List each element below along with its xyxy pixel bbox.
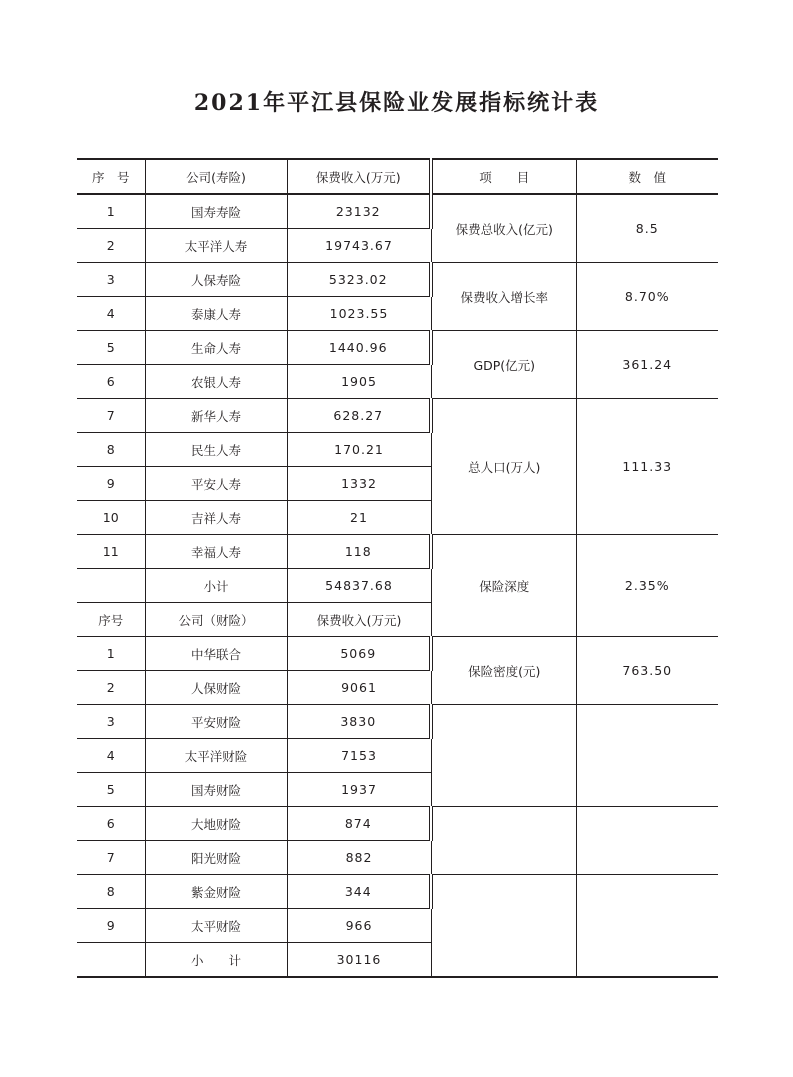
row-no: 2 [77, 671, 145, 705]
table-row [77, 705, 718, 739]
row-income: 19743.67 [287, 229, 431, 263]
header-no: 序 号 [77, 159, 145, 194]
row-company: 人保财险 [145, 671, 287, 705]
row-income: 874 [287, 807, 431, 841]
row-company: 生命人寿 [145, 331, 287, 365]
table-row [77, 263, 718, 297]
row-income: 9061 [287, 671, 431, 705]
row-company: 平安人寿 [145, 467, 287, 501]
row-no: 8 [77, 433, 145, 467]
table-row [77, 875, 718, 909]
empty-cell [431, 807, 576, 875]
indicator-item: GDP(亿元) [431, 331, 576, 399]
header-company-life: 公司(寿险) [145, 159, 287, 194]
indicator-item: 保费总收入(亿元) [431, 194, 576, 263]
row-no: 1 [77, 637, 145, 671]
row-company: 紫金财险 [145, 875, 287, 909]
row-income: 628.27 [287, 399, 431, 433]
row-income: 5069 [287, 637, 431, 671]
row-no: 3 [77, 705, 145, 739]
header-company-property: 公司（财险） [145, 603, 287, 637]
empty-cell [576, 875, 718, 978]
statistics-table [77, 158, 718, 978]
indicator-item: 保费收入增长率 [431, 263, 576, 331]
row-income: 170.21 [287, 433, 431, 467]
row-company: 人保寿险 [145, 263, 287, 297]
row-income: 344 [287, 875, 431, 909]
row-no: 5 [77, 773, 145, 807]
row-income: 1332 [287, 467, 431, 501]
indicator-value: 8.70% [576, 263, 718, 331]
row-company: 中华联合 [145, 637, 287, 671]
row-income: 1023.55 [287, 297, 431, 331]
empty-cell [576, 807, 718, 875]
row-no-empty [77, 569, 145, 603]
row-no: 9 [77, 467, 145, 501]
row-no-empty [77, 943, 145, 978]
table-row [77, 807, 718, 841]
row-no: 6 [77, 807, 145, 841]
row-no: 6 [77, 365, 145, 399]
page-title: 2021年平江县保险业发展指标统计表 [193, 90, 600, 116]
row-no: 9 [77, 909, 145, 943]
indicator-value: 8.5 [576, 194, 718, 263]
row-company: 泰康人寿 [145, 297, 287, 331]
table-row [77, 399, 718, 433]
header-income: 保费收入(万元) [287, 159, 431, 194]
row-income: 966 [287, 909, 431, 943]
indicator-item: 总人口(万人) [431, 399, 576, 535]
empty-cell [576, 705, 718, 807]
row-income: 1905 [287, 365, 431, 399]
row-no: 4 [77, 739, 145, 773]
row-income: 1937 [287, 773, 431, 807]
table-row [77, 535, 718, 569]
row-company: 吉祥人寿 [145, 501, 287, 535]
header-value: 数 值 [576, 159, 718, 194]
empty-cell [431, 705, 576, 807]
row-company: 民生人寿 [145, 433, 287, 467]
row-company: 太平洋人寿 [145, 229, 287, 263]
row-no: 4 [77, 297, 145, 331]
row-no: 1 [77, 194, 145, 229]
row-income: 3830 [287, 705, 431, 739]
row-income: 23132 [287, 194, 431, 229]
row-company: 幸福人寿 [145, 535, 287, 569]
row-income: 5323.02 [287, 263, 431, 297]
header-income: 保费收入(万元) [287, 603, 431, 637]
table-row [77, 637, 718, 671]
row-company: 平安财险 [145, 705, 287, 739]
row-income: 1440.96 [287, 331, 431, 365]
row-no: 11 [77, 535, 145, 569]
row-no: 7 [77, 841, 145, 875]
indicator-item: 保险深度 [431, 535, 576, 637]
subtotal-label: 小计 [145, 569, 287, 603]
row-income: 882 [287, 841, 431, 875]
subtotal-label: 小 计 [145, 943, 287, 978]
row-no: 7 [77, 399, 145, 433]
row-income: 21 [287, 501, 431, 535]
row-company: 大地财险 [145, 807, 287, 841]
table-row [77, 194, 718, 229]
row-company: 阳光财险 [145, 841, 287, 875]
row-income: 7153 [287, 739, 431, 773]
row-no: 10 [77, 501, 145, 535]
indicator-value: 111.33 [576, 399, 718, 535]
row-company: 国寿财险 [145, 773, 287, 807]
subtotal-income: 30116 [287, 943, 431, 978]
row-company: 农银人寿 [145, 365, 287, 399]
table-row [77, 331, 718, 365]
row-no: 3 [77, 263, 145, 297]
row-company: 国寿寿险 [145, 194, 287, 229]
row-no: 8 [77, 875, 145, 909]
header-item: 项 目 [431, 159, 576, 194]
table-header-row [77, 159, 718, 194]
row-company: 太平财险 [145, 909, 287, 943]
subtotal-income: 54837.68 [287, 569, 431, 603]
header-no: 序号 [77, 603, 145, 637]
row-no: 2 [77, 229, 145, 263]
indicator-value: 2.35% [576, 535, 718, 637]
empty-cell [431, 875, 576, 978]
row-company: 太平洋财险 [145, 739, 287, 773]
indicator-value: 763.50 [576, 637, 718, 705]
row-income: 118 [287, 535, 431, 569]
row-no: 5 [77, 331, 145, 365]
row-company: 新华人寿 [145, 399, 287, 433]
indicator-value: 361.24 [576, 331, 718, 399]
indicator-item: 保险密度(元) [431, 637, 576, 705]
